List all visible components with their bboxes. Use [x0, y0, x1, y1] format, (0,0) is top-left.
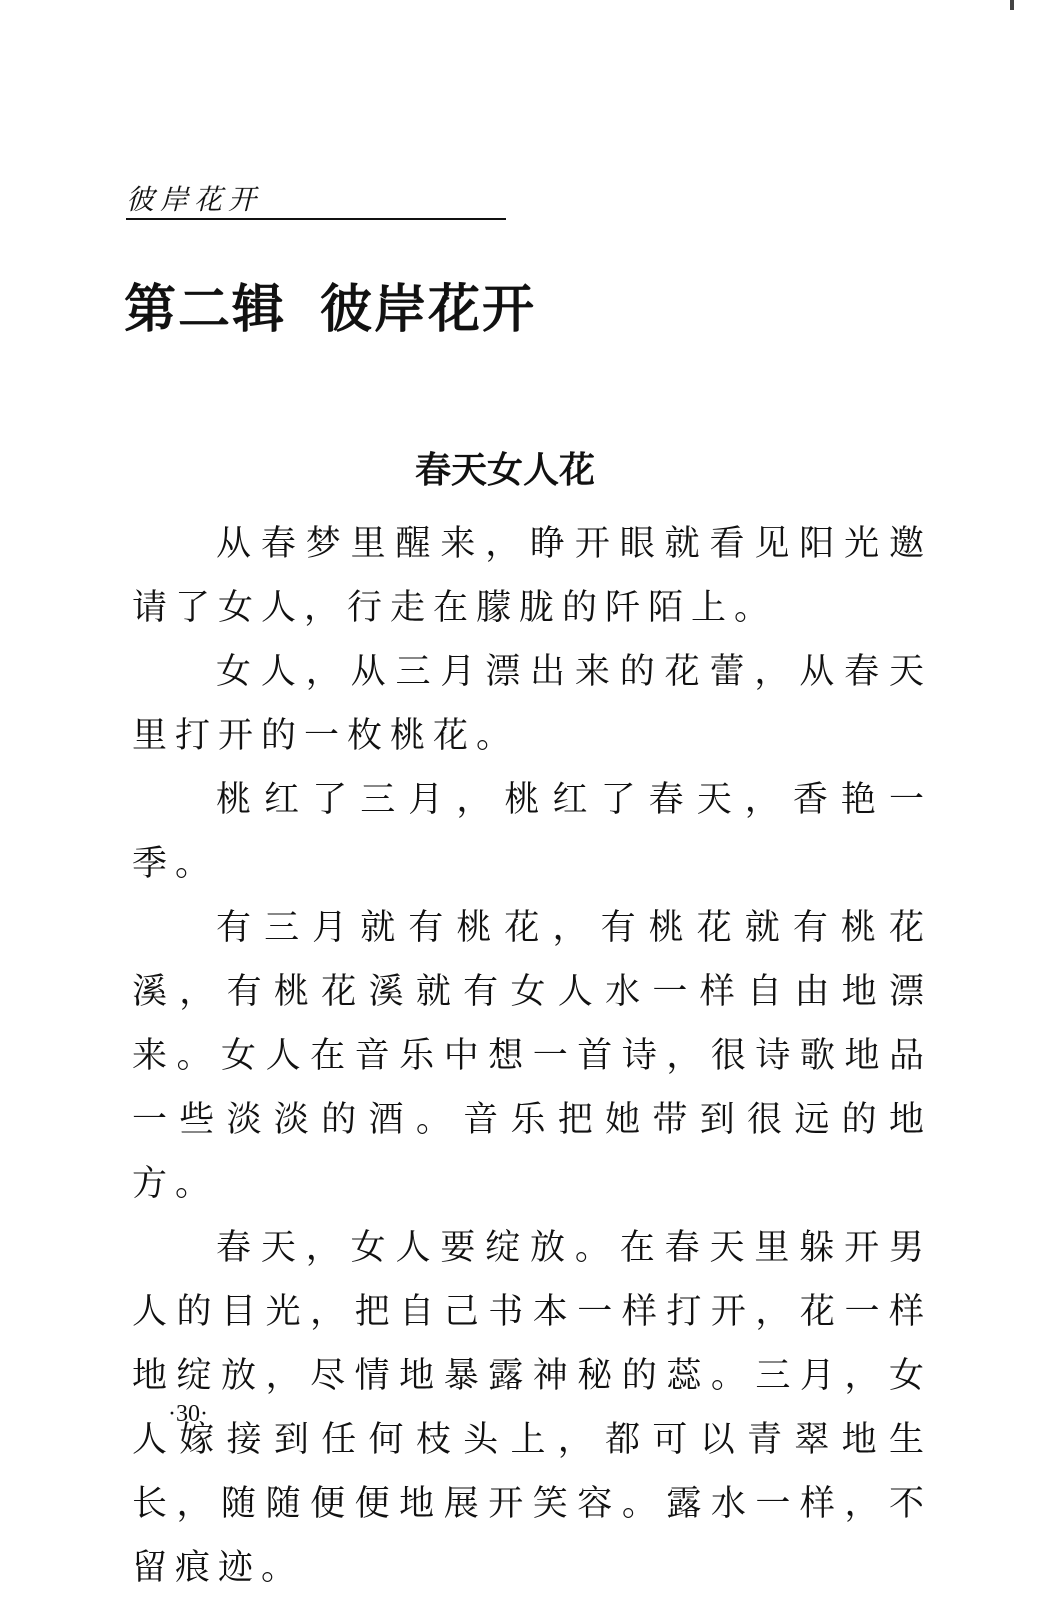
- paragraph: 从春梦里醒来，睁开眼就看见阳光邀请了女人，行走在朦胧的阡陌上。: [132, 524, 932, 628]
- chapter-label: 第二辑: [124, 279, 287, 340]
- paragraph: 桃红了三月，桃红了春天，香艳一季。: [132, 780, 932, 884]
- paragraph: 有三月就有桃花，有桃花就有桃花溪，有桃花溪就有女人水一样自由地漂来。女人在音乐中想一首诗，很诗歌地品一些淡淡的酒。音乐把她带到很远的地方。: [132, 908, 932, 1204]
- running-header: 彼岸花开: [126, 183, 263, 216]
- chapter-title: [124, 278, 536, 342]
- article-body: [132, 512, 932, 1600]
- article-title: 春天女人花: [414, 449, 595, 491]
- header-rule: [126, 218, 506, 220]
- chapter-name: 彼岸花开: [320, 279, 537, 340]
- paragraph: 女人，从三月漂出来的花蕾，从春天里打开的一枚桃花。: [132, 652, 932, 756]
- paragraph: 春天，女人要绽放。在春天里躲开男人的目光，把自己书本一样打开，花一样地绽放，尽情地暴露神秘的蕊。三月，女人嫁接到任何枝头上，都可以青翠地生长，随随便便地展开笑容。露水一样，不留痕迹。: [132, 1228, 932, 1588]
- page-number: ·30·: [168, 1401, 208, 1427]
- scan-artifact: [1010, 0, 1014, 10]
